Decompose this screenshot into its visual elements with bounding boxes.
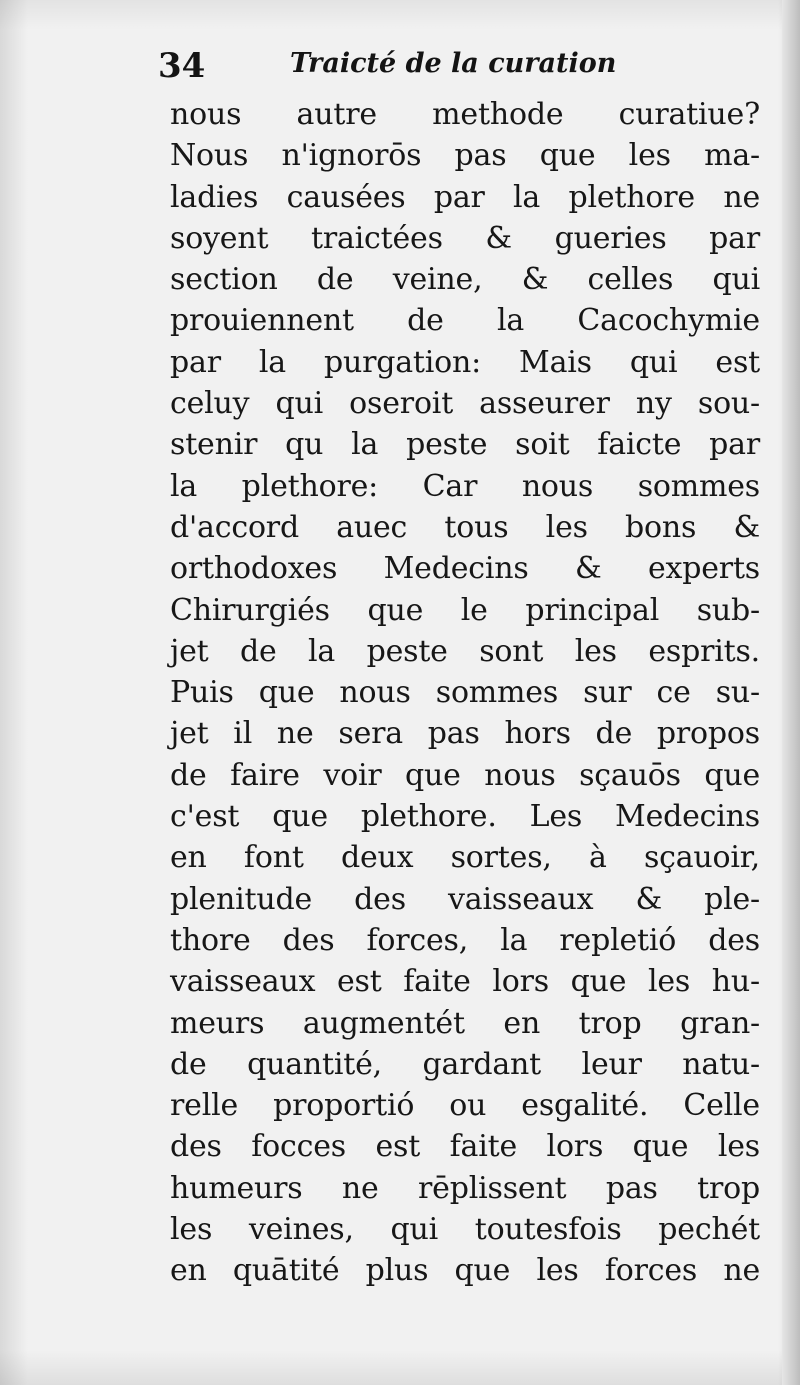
- text-line: Nous n'ignorōs pas que les ma-: [170, 138, 760, 174]
- text-line: soyent traictées & gueries par: [170, 220, 760, 256]
- text-line: thore des forces, la repletió des: [170, 922, 760, 958]
- text-line: les veines, qui toutesfois pechét: [170, 1212, 760, 1248]
- text-line: plenitude des vaisseaux & ple-: [170, 881, 760, 917]
- text-line: humeurs ne rēplissent pas trop: [170, 1170, 760, 1206]
- text-line: meurs augmentét en trop gran-: [170, 1005, 760, 1041]
- text-line: la plethore: Car nous sommes: [170, 468, 760, 504]
- text-line: c'est que plethore. Les Medecins: [170, 799, 760, 835]
- text-line: section de veine, & celles qui: [170, 262, 760, 298]
- text-line: vaisseaux est faite lors que les hu-: [170, 964, 760, 1000]
- text-line: en font deux sortes, à sçauoir,: [170, 840, 760, 876]
- text-line: en quātité plus que les forces ne: [170, 1253, 760, 1289]
- text-line: Puis que nous sommes sur ce su-: [170, 675, 760, 711]
- page-number: 34: [158, 46, 206, 86]
- text-line: Chirurgiés que le principal sub-: [170, 592, 760, 628]
- text-line: de faire voir que nous sçauōs que: [170, 757, 760, 793]
- text-line: ladies causées par la plethore ne: [170, 179, 760, 215]
- text-line: des focces est faite lors que les: [170, 1129, 760, 1165]
- text-line: jet de la peste sont les esprits.: [170, 633, 760, 669]
- text-line: relle proportió ou esgalité. Celle: [170, 1088, 760, 1124]
- text-line: prouiennent de la Cacochymie: [170, 303, 760, 339]
- text-line: par la purgation: Mais qui est: [170, 344, 760, 380]
- page-header: [158, 42, 638, 90]
- text-line: d'accord auec tous les bons &: [170, 509, 760, 545]
- text-line: nous autre methode curatiue?: [170, 97, 760, 132]
- page-edge-shadow: [782, 0, 800, 1385]
- text-line: orthodoxes Medecins & experts: [170, 551, 760, 587]
- text-line: celuy qui oseroit asseurer ny sou-: [170, 386, 760, 422]
- text-line: de quantité, gardant leur natu-: [170, 1046, 760, 1082]
- text-line: stenir qu la peste soit faicte par: [170, 427, 760, 463]
- running-title: Traicté de la curation: [290, 48, 617, 79]
- body-text: [170, 94, 760, 1292]
- text-line: jet il ne sera pas hors de propos: [170, 716, 760, 752]
